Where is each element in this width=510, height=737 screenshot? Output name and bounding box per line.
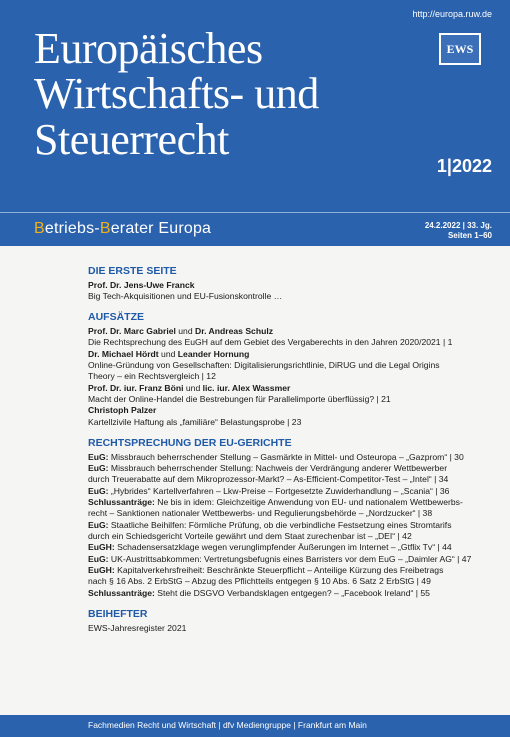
court-label: EuGH: [88, 565, 115, 575]
section-aufsaetze [88, 311, 493, 428]
author: Prof. Dr. iur. Franz Böni [88, 382, 184, 393]
ruling-text: „Hybrides“ Kartellverfahren – Lkw-Preise – Fortgesetzte Zuwiderhandlung – „Scania“ | 36 [108, 485, 450, 496]
article-title[interactable]: Die Rechtsprechung des EuGH auf dem Gebiet des Vergaberechts in den Jahren 2020/2021 | 1 [88, 337, 453, 348]
journal-url[interactable]: http://europa.ruw.de [412, 9, 492, 19]
section-rechtsprechung [88, 437, 493, 599]
publisher-line: Fachmedien Recht und Wirtschaft | dfv Mediengruppe | Frankfurt am Main [88, 720, 367, 730]
author: Dr. Andreas Schulz [195, 325, 274, 336]
subtitle-initial-b2: B [99, 220, 111, 237]
ruling-text: Missbrauch beherrschender Stellung: Nachweis der Verdrängung anderer Wettbewerber [108, 462, 448, 473]
author-line [88, 326, 493, 337]
ruling-text: Steht die DSGVO Verbandsklagen entgegen? – „Facebook Ireland“ | 55 [154, 587, 430, 598]
section-erste-seite [88, 265, 493, 302]
ruling-entry[interactable] [88, 486, 493, 497]
ruling-entry[interactable] [88, 565, 493, 576]
subtitle-part-2: erater Europa [110, 220, 212, 237]
issue-date: 24.2.2022 | 33. Jg. [424, 221, 492, 230]
article-title[interactable]: Big Tech-Akquisitionen und EU-Fusionskontrolle … [88, 290, 283, 301]
header-divider [0, 212, 510, 213]
court-label: EuG: [88, 519, 109, 530]
ruling-text-cont[interactable]: durch ein Schiedsgericht Vorteile gewährt und dem Staat zurechenbar ist – „DEI“ | 42 [88, 530, 412, 541]
author: Prof. Dr. Jens-Uwe Franck [88, 279, 195, 290]
publisher-footer [0, 715, 510, 737]
author-line [88, 383, 493, 394]
issue-pages: Seiten 1–60 [447, 231, 492, 241]
section-title: BEIHEFTER [88, 608, 148, 621]
author-conjunction: und [175, 325, 196, 336]
section-title: AUFSÄTZE [88, 311, 144, 324]
supplement-title[interactable]: EWS-Jahresregister 2021 [88, 622, 187, 633]
table-of-contents [88, 265, 493, 643]
court-label: EuG: [88, 553, 109, 564]
issue-meta [425, 221, 492, 242]
ruling-entry[interactable] [88, 463, 493, 474]
cover-header [0, 0, 510, 246]
ruling-text: Missbrauch beherrschender Stellung – Gasmärkte in Mittel- und Osteuropa – „Gazprom“ | 30 [108, 451, 464, 462]
subtitle-part-1: etriebs- [44, 220, 100, 237]
ruling-text-cont[interactable]: nach § 16 Abs. 2 ErbStG – Abzug des Pflichtteils entgegen § 10 Abs. 6 Satz 2 ErbStG | 49 [88, 576, 431, 587]
ruling-text: Ne bis in idem: Gleichzeitige Anwendung von EU- und nationalem Wettbewerbs- [154, 496, 463, 507]
author-conjunction: und [183, 382, 203, 393]
court-label: EuG: [88, 451, 109, 462]
ruling-text: Staatliche Beihilfen: Förmliche Prüfung, ob die verbindliche Festsetzung eines Stromtarifs [108, 519, 452, 530]
ews-logo: EWS [439, 33, 481, 65]
author: Leander Hornung [177, 348, 250, 359]
court-label: Schlussanträge: [88, 496, 155, 507]
court-label: EuG: [88, 485, 109, 496]
issue-number: 1|2022 [436, 156, 492, 176]
ruling-entry[interactable] [88, 497, 493, 508]
author-conjunction: und [158, 348, 178, 359]
court-label: Schlussanträge: [88, 587, 155, 598]
ruling-text-cont[interactable]: durch Treuerabatte auf dem Mikroprozessor-Markt? – As-Efficient-Competitor-Test – „Intel“ | 34 [88, 474, 449, 485]
title-line-3: Steuerrecht [34, 114, 229, 164]
ruling-text: UK-Austrittsabkommen: Vertretungsbefugnis eines Barristers vor dem EuG – „Daimler AG“ | 47 [108, 553, 472, 564]
ruling-entry[interactable] [88, 520, 493, 531]
ruling-text: Schadensersatzklage wegen verunglimpfender Äußerungen im Internet – „Gtflix Tv“ | 44 [114, 542, 452, 553]
author: lic. iur. Alex Wassmer [202, 382, 291, 393]
author: Prof. Dr. Marc Gabriel [88, 325, 176, 336]
ruling-text: Kapitalverkehrsfreiheit: Beschränkte Steuerpflicht – Anteilige Kürzung des Freibetrags [114, 565, 444, 575]
section-title: RECHTSPRECHUNG DER EU-GERICHTE [88, 436, 292, 449]
title-line-2: Wirtschafts- und [34, 69, 319, 119]
journal-title [34, 26, 434, 162]
journal-subtitle [34, 220, 211, 238]
section-beihefter [88, 608, 493, 634]
article-title[interactable]: Kartellzivile Haftung als „familiäre“ Belastungsprobe | 23 [88, 416, 302, 427]
article-title-cont[interactable]: Theory – ein Rechtsvergleich | 12 [88, 371, 216, 382]
author: Christoph Palzer [88, 405, 157, 416]
ruling-entry[interactable] [88, 554, 493, 565]
title-line-1: Europäisches [34, 24, 263, 73]
author-line [88, 349, 493, 360]
court-label: EuGH: [88, 542, 115, 553]
ruling-entry[interactable] [88, 452, 493, 463]
section-title: DIE ERSTE SEITE [88, 265, 177, 277]
ruling-text-cont[interactable]: recht – Sanktionen nationaler Wettbewerbs- und Regulierungsbehörde – „Nordzucker“ | 38 [88, 508, 433, 519]
court-label: EuG: [88, 462, 109, 473]
article-title[interactable]: Online-Gründung von Gesellschaften: Digitalisierungsrichtlinie, DiRUG und die Legal Origins [88, 359, 440, 370]
ruling-entry[interactable] [88, 588, 493, 599]
article-title[interactable]: Macht der Online-Handel die Bestrebungen für Parallelimporte überflüssig? | 21 [88, 393, 391, 404]
ruling-entry[interactable] [88, 542, 493, 553]
subtitle-initial-b: B [34, 220, 45, 237]
author: Dr. Michael Hördt [88, 348, 159, 359]
